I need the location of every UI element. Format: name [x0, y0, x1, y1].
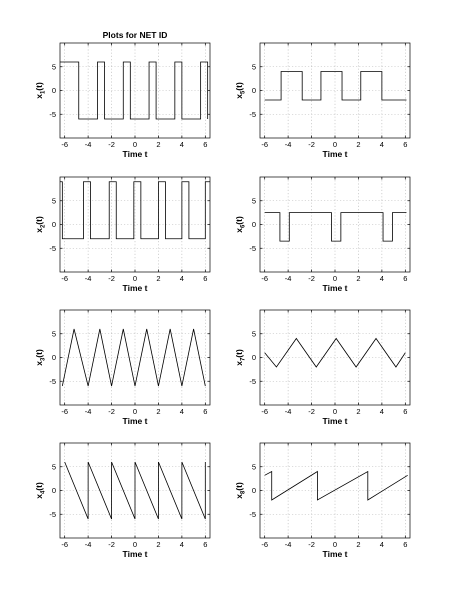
y-tick-label: 5 — [51, 329, 56, 339]
signal-trace-x8 — [265, 472, 408, 501]
y-axis-label-main: x — [34, 94, 44, 99]
y-axis-label-tail: (t) — [34, 482, 44, 491]
x-tick-label: 2 — [156, 274, 161, 283]
x-tick-label: 0 — [132, 274, 138, 283]
y-axis-label-tail: (t) — [234, 216, 244, 225]
x-tick-label: -2 — [108, 407, 115, 416]
x-tick-label: 4 — [379, 407, 384, 416]
y-tick-label: -5 — [249, 509, 256, 519]
plot-x4 — [34, 443, 210, 559]
y-axis-label-main: x — [34, 228, 44, 233]
x-tick-label: 2 — [356, 274, 361, 283]
x-tick-label: 0 — [132, 407, 138, 416]
x-tick-label: -2 — [308, 407, 315, 416]
x-tick-label: -2 — [108, 540, 115, 549]
x-tick-label: 6 — [403, 407, 408, 416]
y-axis-label — [234, 349, 247, 366]
x-axis-label: Time t — [322, 416, 348, 426]
x-axis-label: Time t — [322, 549, 348, 559]
y-tick-label: 0 — [51, 220, 56, 230]
x-axis-label: Time t — [122, 549, 148, 559]
x-tick-label: 6 — [203, 274, 208, 283]
y-axis-label-subscript: 5 — [240, 90, 247, 95]
x-tick-label: -2 — [108, 274, 115, 283]
x-axis-label: Time t — [322, 149, 348, 159]
y-axis-label-main: x — [234, 228, 244, 233]
x-tick-label: 0 — [332, 407, 338, 416]
y-tick-label: 5 — [251, 62, 256, 72]
x-tick-label: 6 — [403, 140, 408, 149]
y-axis-label-subscript: 4 — [40, 490, 47, 495]
y-tick-label: 0 — [51, 86, 56, 96]
y-axis-label-subscript: 1 — [40, 90, 47, 95]
signal-trace-x5 — [265, 72, 407, 101]
plot-x1 — [34, 30, 210, 159]
x-tick-label: 6 — [203, 140, 208, 149]
x-tick-label: 0 — [332, 274, 338, 283]
y-axis-label-tail: (t) — [234, 482, 244, 491]
plot-x8 — [234, 443, 410, 559]
plot-x7 — [234, 310, 410, 426]
plot-x6 — [234, 177, 410, 293]
y-tick-label: -5 — [49, 243, 56, 253]
x-tick-label: 0 — [132, 540, 138, 549]
y-axis-label — [234, 82, 247, 99]
x-tick-label: -6 — [261, 540, 269, 549]
x-tick-label: 0 — [332, 140, 338, 149]
x-tick-label: 2 — [156, 407, 161, 416]
y-axis-label-main: x — [234, 361, 244, 366]
y-axis-label-main: x — [234, 94, 244, 99]
x-tick-label: -4 — [284, 407, 292, 416]
x-tick-label: -2 — [308, 140, 315, 149]
x-tick-label: 4 — [379, 540, 384, 549]
y-tick-label: 0 — [251, 220, 256, 230]
y-tick-label: -5 — [249, 243, 256, 253]
chart-title: Plots for NET ID — [102, 30, 168, 40]
x-tick-label: -2 — [308, 540, 315, 549]
x-tick-label: -4 — [284, 274, 292, 283]
x-tick-label: -6 — [261, 407, 269, 416]
x-tick-label: 4 — [379, 274, 384, 283]
x-tick-label: -4 — [284, 140, 292, 149]
y-tick-label: 0 — [51, 353, 56, 363]
x-tick-label: 2 — [156, 540, 161, 549]
x-tick-label: -2 — [308, 274, 315, 283]
x-tick-label: 4 — [179, 274, 184, 283]
y-axis-label-tail: (t) — [34, 349, 44, 358]
y-tick-label: 0 — [251, 86, 256, 96]
y-axis-label — [34, 482, 47, 499]
signal-trace-x6 — [265, 213, 407, 242]
y-axis-label-subscript: 7 — [240, 357, 247, 362]
y-axis-label-subscript: 8 — [240, 490, 247, 495]
x-tick-label: 6 — [403, 540, 408, 549]
y-tick-label: 5 — [251, 196, 256, 206]
x-tick-label: -6 — [61, 274, 69, 283]
x-tick-label: 0 — [332, 540, 338, 549]
y-tick-label: 5 — [251, 462, 256, 472]
y-axis-label-main: x — [34, 494, 44, 499]
y-tick-label: 0 — [251, 486, 256, 496]
y-tick-label: 5 — [51, 62, 56, 72]
x-tick-label: 6 — [203, 540, 208, 549]
y-axis-label-tail: (t) — [34, 216, 44, 225]
x-axis-label: Time t — [122, 149, 148, 159]
x-tick-label: 2 — [356, 407, 361, 416]
y-axis-label — [34, 82, 47, 99]
x-axis-label: Time t — [122, 416, 148, 426]
y-tick-label: -5 — [249, 376, 256, 386]
x-tick-label: -6 — [61, 140, 69, 149]
y-axis-label-main: x — [234, 494, 244, 499]
x-tick-label: 4 — [179, 140, 184, 149]
x-tick-label: 2 — [356, 140, 361, 149]
x-tick-label: -6 — [261, 274, 269, 283]
x-tick-label: -4 — [84, 407, 92, 416]
y-axis-label — [34, 216, 47, 233]
x-tick-label: 4 — [379, 140, 384, 149]
x-tick-label: -6 — [261, 140, 269, 149]
x-tick-label: -4 — [284, 540, 292, 549]
y-tick-label: -5 — [49, 109, 56, 119]
y-axis-label-subscript: 6 — [240, 224, 247, 229]
y-tick-label: -5 — [249, 109, 256, 119]
y-axis-label-tail: (t) — [234, 349, 244, 358]
plot-x2 — [34, 177, 210, 293]
x-tick-label: 0 — [132, 140, 138, 149]
x-tick-label: 4 — [179, 407, 184, 416]
x-tick-label: 2 — [356, 540, 361, 549]
x-tick-label: 2 — [156, 140, 161, 149]
x-tick-label: -4 — [84, 140, 92, 149]
x-axis-label: Time t — [322, 283, 348, 293]
y-axis-label-main: x — [34, 361, 44, 366]
x-tick-label: -2 — [108, 140, 115, 149]
y-axis-label — [234, 482, 247, 499]
y-tick-label: 5 — [51, 462, 56, 472]
y-axis-label-subscript: 3 — [40, 357, 47, 362]
x-tick-label: -4 — [84, 274, 92, 283]
y-axis-label — [234, 216, 247, 233]
y-axis-label — [34, 349, 47, 366]
x-tick-label: -6 — [61, 407, 69, 416]
y-tick-label: 0 — [251, 353, 256, 363]
y-axis-label-tail: (t) — [34, 82, 44, 91]
x-tick-label: -4 — [84, 540, 92, 549]
y-tick-label: 0 — [51, 486, 56, 496]
y-tick-label: -5 — [49, 509, 56, 519]
x-tick-label: 4 — [179, 540, 184, 549]
y-tick-label: 5 — [251, 329, 256, 339]
plot-x5 — [234, 43, 410, 159]
y-tick-label: 5 — [51, 196, 56, 206]
y-axis-label-tail: (t) — [234, 82, 244, 91]
y-tick-label: -5 — [49, 376, 56, 386]
x-tick-label: 6 — [403, 274, 408, 283]
x-axis-label: Time t — [122, 283, 148, 293]
x-tick-label: -6 — [61, 540, 69, 549]
plot-x3 — [34, 310, 210, 426]
y-axis-label-subscript: 2 — [40, 224, 47, 229]
x-tick-label: 6 — [203, 407, 208, 416]
